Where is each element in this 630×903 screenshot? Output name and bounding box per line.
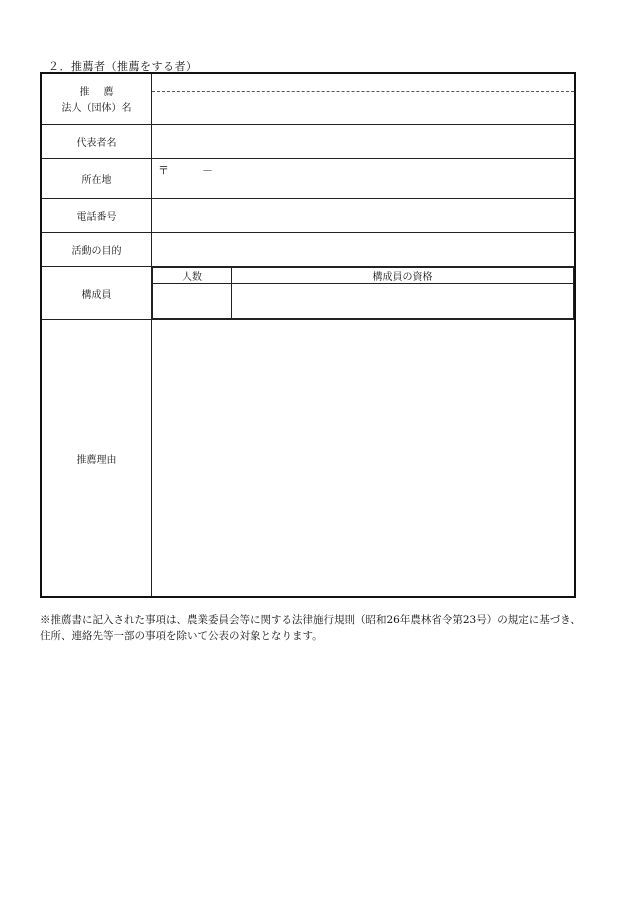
org-name-label: [41, 73, 152, 125]
postal-dash: －: [202, 163, 213, 177]
address-row: [41, 159, 575, 199]
reason-row: [41, 320, 575, 598]
reason-label: 推薦理由: [41, 320, 152, 598]
representative-row: [41, 125, 575, 159]
recommender-form-table: [40, 72, 576, 598]
address-field[interactable]: [152, 159, 576, 199]
org-name-row: [41, 73, 575, 125]
member-count-header: 人数: [153, 268, 232, 284]
furigana-line[interactable]: [152, 74, 574, 92]
members-row: [41, 267, 575, 320]
members-cell: [152, 267, 576, 320]
purpose-row: [41, 233, 575, 267]
org-name-input-area[interactable]: [152, 92, 574, 124]
address-label: 所在地: [41, 159, 152, 199]
phone-field[interactable]: [152, 199, 576, 233]
representative-field[interactable]: [152, 125, 576, 159]
member-count-field[interactable]: [153, 284, 232, 319]
representative-label: 代表者名: [41, 125, 152, 159]
purpose-label: 活動の目的: [41, 233, 152, 267]
postal-mark: 〒: [158, 163, 169, 177]
phone-label: 電話番号: [41, 199, 152, 233]
org-name-label-line1: 推薦: [79, 87, 128, 98]
org-name-field[interactable]: [152, 73, 576, 125]
purpose-field[interactable]: [152, 233, 576, 267]
members-label: 構成員: [41, 267, 152, 320]
member-qualification-header: 構成員の資格: [232, 268, 574, 284]
section-title: ２．推薦者（推薦をする者）: [48, 60, 198, 73]
member-qualification-field[interactable]: [232, 284, 574, 319]
org-name-label-line2: 法人（団体）名: [61, 103, 132, 114]
disclosure-note: ※推薦書に記入された事項は、農業委員会等に関する法律施行規則（昭和26年農林省令第23号）の規定に基づき、住所、連絡先等一部の事項を除いて公表の対象となります。: [40, 614, 581, 642]
members-subtable: [152, 267, 574, 319]
reason-field[interactable]: [152, 320, 576, 598]
phone-row: [41, 199, 575, 233]
